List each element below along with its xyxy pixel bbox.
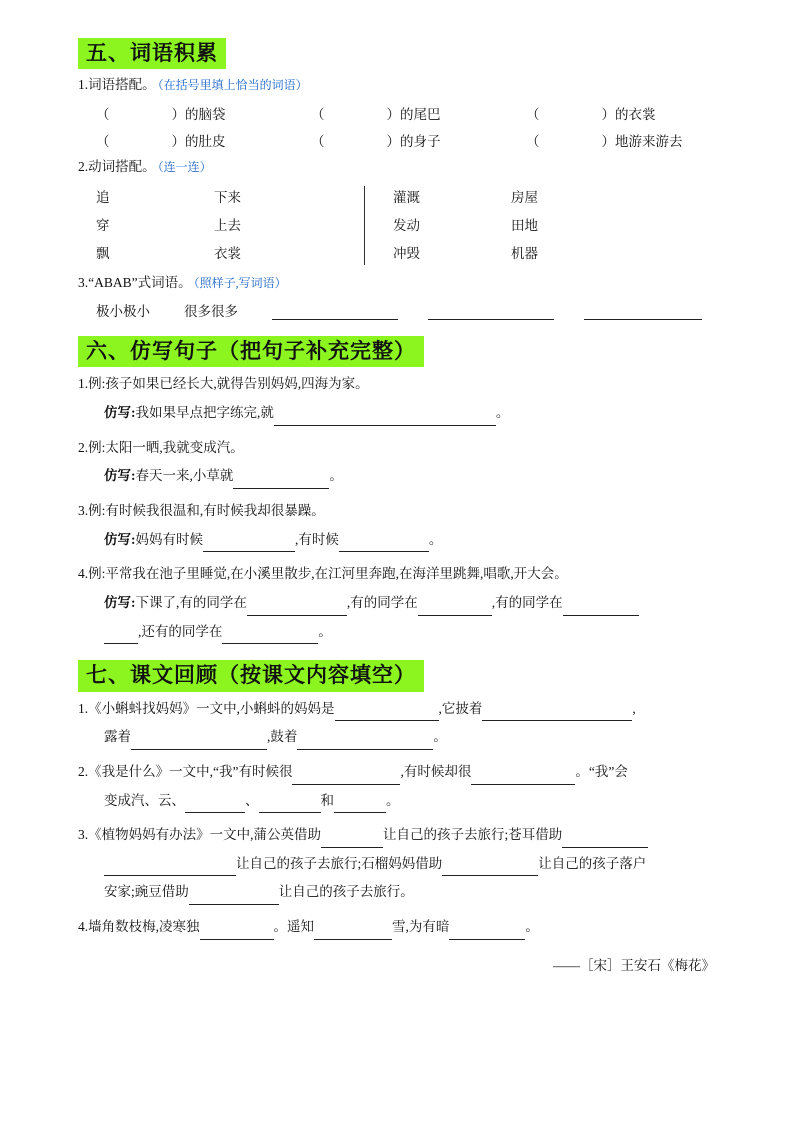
text-part: 变成汽、云、 <box>104 792 185 808</box>
question-5-3-text: “ABAB”式词语。 <box>88 275 192 291</box>
example-text: 太阳一晒,我就变成汽。 <box>105 439 244 455</box>
verb-item[interactable]: 追 <box>96 190 110 206</box>
fill-blank[interactable] <box>292 769 400 785</box>
collocation-cell: （ ）的尾巴 <box>311 107 441 123</box>
text-part: , <box>632 700 636 716</box>
text-part: 。“我”会 <box>575 763 628 779</box>
text-part: 让自己的孩子去旅行;苍耳借助 <box>383 827 563 843</box>
abab-answer-blank[interactable] <box>584 304 702 320</box>
text-part: ,它披着 <box>438 700 483 716</box>
text-part: 。 <box>433 729 447 745</box>
fill-blank[interactable] <box>222 628 318 644</box>
question-5-2-text: 动词搭配。 <box>88 159 156 175</box>
fill-blank[interactable] <box>334 797 386 813</box>
section-seven-title: 七、课文回顾（按课文内容填空） <box>78 660 424 691</box>
question-6-4-number: 4. <box>78 566 89 582</box>
answer-prefix: 春天一来,小草就 <box>135 468 234 484</box>
collocation-label: 的肚皮 <box>185 134 226 150</box>
verb-object[interactable]: 田地 <box>511 217 538 233</box>
fill-blank[interactable] <box>335 705 439 721</box>
question-7-1-line2 <box>52 724 741 750</box>
answer-prefix: 我如果早点把字练完,就 <box>135 405 274 421</box>
fill-blank[interactable] <box>482 705 632 721</box>
text-part: 雪,为有暗 <box>392 919 450 935</box>
answer-suffix: 。 <box>329 468 343 484</box>
answer-label: 仿写: <box>104 594 136 610</box>
text-part: 墙角数枝梅,凌寒独 <box>88 919 200 935</box>
text-part: 。 <box>386 792 400 808</box>
answer-suffix: 。 <box>495 405 510 421</box>
fill-blank[interactable] <box>104 628 138 644</box>
text-part: 让自己的孩子去旅行。 <box>278 884 414 900</box>
text-part: 让自己的孩子去旅行;石榴妈妈借助 <box>236 855 443 871</box>
example-label: 例: <box>88 376 106 392</box>
question-7-2-number: 2. <box>78 763 89 779</box>
text-part: 露着 <box>104 729 131 745</box>
question-6-4-answer-line2 <box>52 619 741 645</box>
section-six <box>52 336 741 367</box>
question-5-3 <box>52 273 741 294</box>
fill-blank[interactable] <box>247 600 347 616</box>
verb-item[interactable]: 灌溉 <box>393 190 420 206</box>
collocation-row-1 <box>52 103 741 123</box>
verb-item[interactable]: 冲毁 <box>393 245 420 261</box>
collocation-cell: （ ）的衣裳 <box>526 107 656 123</box>
fill-blank[interactable] <box>562 832 648 848</box>
fill-blank[interactable] <box>418 600 492 616</box>
collocation-label: 的衣裳 <box>615 107 656 123</box>
verb-object[interactable]: 下来 <box>214 190 241 206</box>
collocation-cell: （ ）的肚皮 <box>96 134 226 150</box>
text-part: ,鼓着 <box>267 729 298 745</box>
text-part: 《植物妈妈有办法》一文中,蒲公英借助 <box>88 827 321 843</box>
example-label: 例: <box>88 503 106 519</box>
example-label: 例: <box>88 566 106 582</box>
verb-match-area <box>52 184 741 267</box>
question-7-2-line2 <box>52 788 741 814</box>
text-part: 《小蝌蚪找妈妈》一文中,小蝌蚪的妈妈是 <box>88 700 335 716</box>
answer-label: 仿写: <box>104 405 136 421</box>
verb-object[interactable]: 上去 <box>214 217 241 233</box>
verb-match-right <box>393 184 661 267</box>
verb-item[interactable]: 飘 <box>96 245 110 261</box>
question-6-4-example <box>52 561 741 587</box>
collocation-label: 的身子 <box>400 134 441 150</box>
column-divider <box>364 186 365 265</box>
question-7-3-number: 3. <box>78 827 89 843</box>
fill-blank[interactable] <box>563 600 639 616</box>
fill-blank[interactable] <box>297 734 433 750</box>
question-7-3-line1 <box>52 822 741 848</box>
section-five-title: 五、词语积累 <box>78 38 226 69</box>
question-5-1 <box>52 75 741 96</box>
question-7-4-number: 4. <box>78 919 89 935</box>
question-5-1-hint: （在括号里填上恰当的词语） <box>157 78 308 93</box>
fill-blank[interactable] <box>189 889 279 905</box>
abab-row <box>52 300 741 320</box>
collocation-cell: （ ）的脑袋 <box>96 107 226 123</box>
question-6-4-answer-line1 <box>52 590 741 616</box>
text-part: 和 <box>320 792 334 808</box>
verb-object[interactable]: 衣裳 <box>214 245 241 261</box>
fill-blank[interactable] <box>339 536 429 552</box>
verb-match-left <box>96 184 364 267</box>
fill-blank[interactable] <box>259 797 321 813</box>
answer-label: 仿写: <box>104 531 136 547</box>
collocation-label: 地游来游去 <box>615 134 683 150</box>
section-five <box>52 38 741 69</box>
fill-blank[interactable] <box>274 410 496 426</box>
collocation-label: 的脑袋 <box>185 107 226 123</box>
verb-object[interactable]: 房屋 <box>511 190 538 206</box>
section-six-title: 六、仿写句子（把句子补充完整） <box>78 336 424 367</box>
question-6-3-answer <box>52 527 741 553</box>
poem-attribution: ——［宋］王安石《梅花》 <box>553 957 715 973</box>
question-5-2-number: 2. <box>78 159 89 175</box>
section-seven <box>52 660 741 691</box>
collocation-label: 的尾巴 <box>400 107 441 123</box>
answer-part: ,有的同学在 <box>346 594 418 610</box>
verb-object[interactable]: 机器 <box>511 245 538 261</box>
fill-blank[interactable] <box>104 860 236 876</box>
question-5-2-hint: （连一连） <box>157 160 212 175</box>
question-7-4-line1 <box>52 914 741 940</box>
question-5-3-hint: （照样子,写词语） <box>193 276 287 291</box>
fill-blank[interactable] <box>200 924 274 940</box>
fill-blank[interactable] <box>471 769 575 785</box>
abab-sample: 很多很多 <box>184 304 238 320</box>
text-part: 《我是什么》一文中,“我”有时候很 <box>88 763 293 779</box>
text-part: 安家;豌豆借助 <box>104 884 189 900</box>
abab-answer-blank[interactable] <box>272 304 398 320</box>
fill-blank[interactable] <box>131 734 267 750</box>
question-5-1-text: 词语搭配。 <box>88 77 156 93</box>
question-6-2-example <box>52 435 741 461</box>
question-7-1-line1 <box>52 696 741 722</box>
abab-answer-blank[interactable] <box>428 304 554 320</box>
question-6-3-example <box>52 498 741 524</box>
fill-blank[interactable] <box>449 924 525 940</box>
fill-blank[interactable] <box>203 536 295 552</box>
answer-part: ,还有的同学在 <box>138 623 223 639</box>
question-6-2-number: 2. <box>78 439 89 455</box>
answer-suffix: 。 <box>428 531 443 547</box>
fill-blank[interactable] <box>442 860 538 876</box>
answer-end: 。 <box>318 623 332 639</box>
abab-sample: 极小极小 <box>96 304 150 320</box>
fill-blank[interactable] <box>314 924 392 940</box>
example-label: 例: <box>88 439 106 455</box>
question-5-2 <box>52 157 741 178</box>
collocation-row-2 <box>52 130 741 150</box>
text-part: 、 <box>245 792 259 808</box>
question-6-1-answer <box>52 400 741 426</box>
question-5-1-number: 1. <box>78 77 89 93</box>
fill-blank[interactable] <box>185 797 245 813</box>
verb-item[interactable]: 发动 <box>393 217 420 233</box>
verb-item[interactable]: 穿 <box>96 217 110 233</box>
collocation-cell: （ ）的身子 <box>311 134 441 150</box>
question-7-3-line3 <box>52 879 741 905</box>
question-7-3-line2 <box>52 851 741 877</box>
text-part: 。遥知 <box>273 919 314 935</box>
fill-blank[interactable] <box>321 832 383 848</box>
answer-part: 下课了,有的同学在 <box>135 594 247 610</box>
question-6-2-answer <box>52 463 741 489</box>
question-7-1-number: 1. <box>78 700 89 716</box>
collocation-cell: （ ）地游来游去 <box>526 134 683 150</box>
question-6-3-number: 3. <box>78 503 89 519</box>
question-6-1-number: 1. <box>78 376 89 392</box>
answer-label: 仿写: <box>104 468 136 484</box>
answer-prefix: 妈妈有时候 <box>135 531 203 547</box>
question-6-1-example <box>52 371 741 397</box>
question-5-3-number: 3. <box>78 275 89 291</box>
text-part: 。 <box>525 919 539 935</box>
answer-mid: ,有时候 <box>295 531 339 547</box>
example-text: 有时候我很温和,有时候我却很暴躁。 <box>105 503 325 519</box>
example-text: 平常我在池子里睡觉,在小溪里散步,在江河里奔跑,在海洋里跳舞,唱歌,开大会。 <box>105 566 568 582</box>
question-7-2-line1 <box>52 759 741 785</box>
text-part: ,有时候却很 <box>400 763 472 779</box>
example-text: 孩子如果已经长大,就得告别妈妈,四海为家。 <box>105 376 369 392</box>
fill-blank[interactable] <box>233 473 329 489</box>
text-part: 让自己的孩子落户 <box>538 855 647 871</box>
answer-part: ,有的同学在 <box>491 594 563 610</box>
